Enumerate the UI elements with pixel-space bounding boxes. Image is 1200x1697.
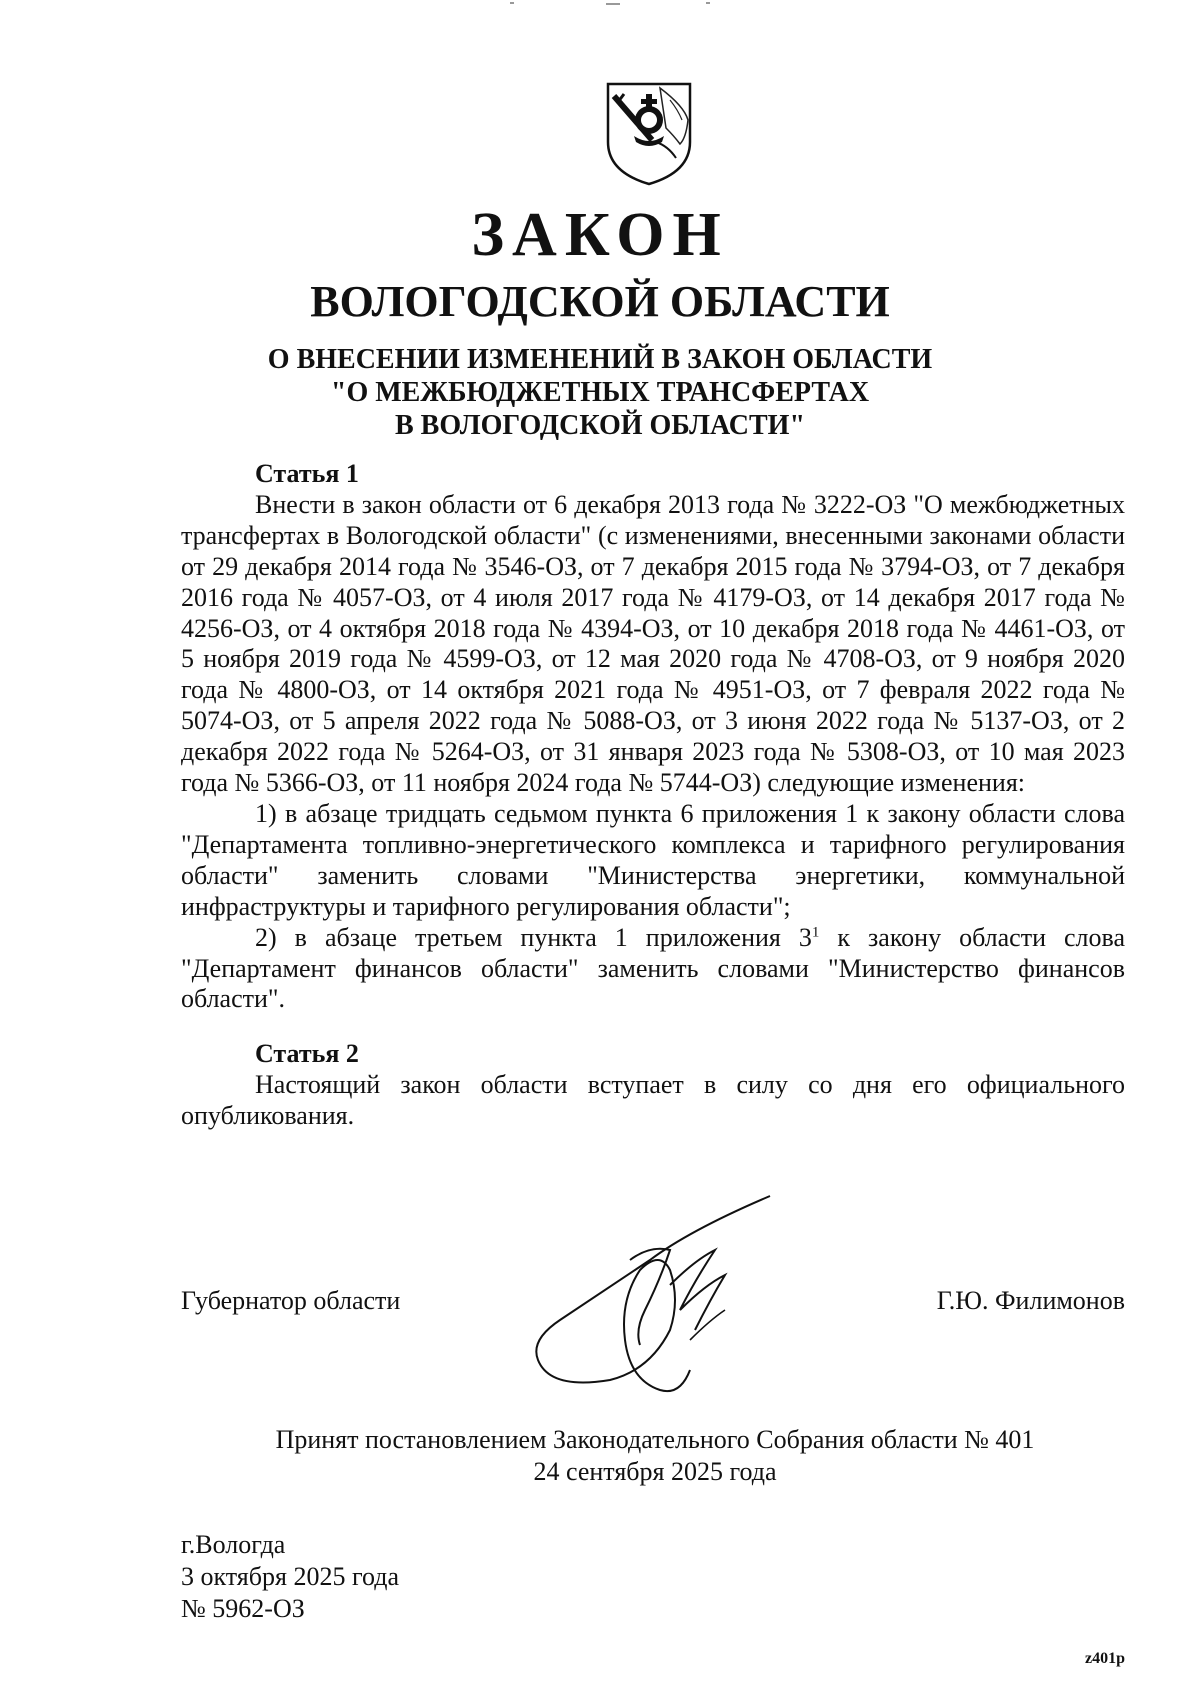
signatory-position: Губернатор области bbox=[181, 1286, 401, 1315]
document-region: ВОЛОГОДСКОЙ ОБЛАСТИ bbox=[310, 277, 890, 326]
signing-date: 3 октября 2025 года bbox=[181, 1562, 399, 1591]
article-1-item-1: 1) в абзаце тридцать седьмом пункта 6 приложения 1 к закону области слова "Департамента топливно-энергетического комплекса и тарифного регулирования области" заменить словами "Министерства энергетики, коммунальной инфраструктуры и тарифного регулирования области"; bbox=[181, 798, 1125, 921]
signatory-name: Г.Ю. Филимонов bbox=[936, 1286, 1125, 1315]
article-1-item-2-text-continued: к закону области слова "Департамент финансов области" заменить словами "Министерство финансов области". bbox=[181, 922, 1125, 1014]
article-1-item-2 bbox=[181, 923, 1125, 1016]
law-number: № 5962-ОЗ bbox=[181, 1594, 305, 1623]
document-code: z401p bbox=[1085, 1650, 1125, 1667]
article-1-item-2-text: 2) в абзаце третьем пункта 1 приложения 3 bbox=[255, 922, 812, 952]
article-2-heading: Статья 2 bbox=[255, 1039, 359, 1069]
document-body bbox=[181, 459, 1125, 1132]
adoption-date: 24 сентября 2025 года bbox=[533, 1457, 777, 1486]
handwritten-signature bbox=[520, 1190, 840, 1420]
document-subtitle-line-1: О ВНЕСЕНИИ ИЗМЕНЕНИЙ В ЗАКОН ОБЛАСТИ bbox=[267, 344, 933, 375]
article-1-item-2-superscript: 1 bbox=[811, 923, 820, 940]
article-1-intro: Внести в закон области от 6 декабря 2013 года № 3222-ОЗ "О межбюджетных трансфертах в Вологодской области" (с изменениями, внесенными законами области от 29 декабря 2014 года № 3546-ОЗ, от 7 декабря 2015 года № 3794-ОЗ, от 7 декабря 2016 года № 4057-ОЗ, от 4 июля 2017 года № 4179-ОЗ, от 14 декабря 2017 года № 4256-ОЗ, от 4 октября 2018 года № 4394-ОЗ, от 10 декабря 2018 года № 4461-ОЗ, от 5 ноября 2019 года № 4599-ОЗ, от 12 мая 2020 года № 4708-ОЗ, от 9 ноября 2020 года № 4800-ОЗ, от 14 октября 2021 года № 4951-ОЗ, от 7 февраля 2022 года № 5074-ОЗ, от 5 апреля 2022 года № 5088-ОЗ, от 3 июня 2022 года № 5137-ОЗ, от 2 декабря 2022 года № 5264-ОЗ, от 31 января 2023 года № 5308-ОЗ, от 10 мая 2023 года № 5366-ОЗ, от 11 ноября 2024 года № 5744-ОЗ) следующие изменения: bbox=[181, 489, 1125, 798]
coat-of-arms-icon bbox=[604, 80, 694, 188]
scan-marks bbox=[510, 0, 710, 8]
city: г.Вологда bbox=[181, 1530, 286, 1559]
adoption-note: Принят постановлением Законодательного Собрания области № 401 bbox=[275, 1425, 1035, 1454]
document-subtitle-line-3: В ВОЛОГОДСКОЙ ОБЛАСТИ" bbox=[394, 410, 806, 441]
article-1-heading: Статья 1 bbox=[255, 459, 359, 488]
document-subtitle-line-2: "О МЕЖБЮДЖЕТНЫХ ТРАНСФЕРТАХ bbox=[330, 377, 870, 408]
article-2-text: Настоящий закон области вступает в силу со дня его официального опубликования. bbox=[181, 1070, 1125, 1131]
document-title: ЗАКОН bbox=[471, 201, 729, 269]
